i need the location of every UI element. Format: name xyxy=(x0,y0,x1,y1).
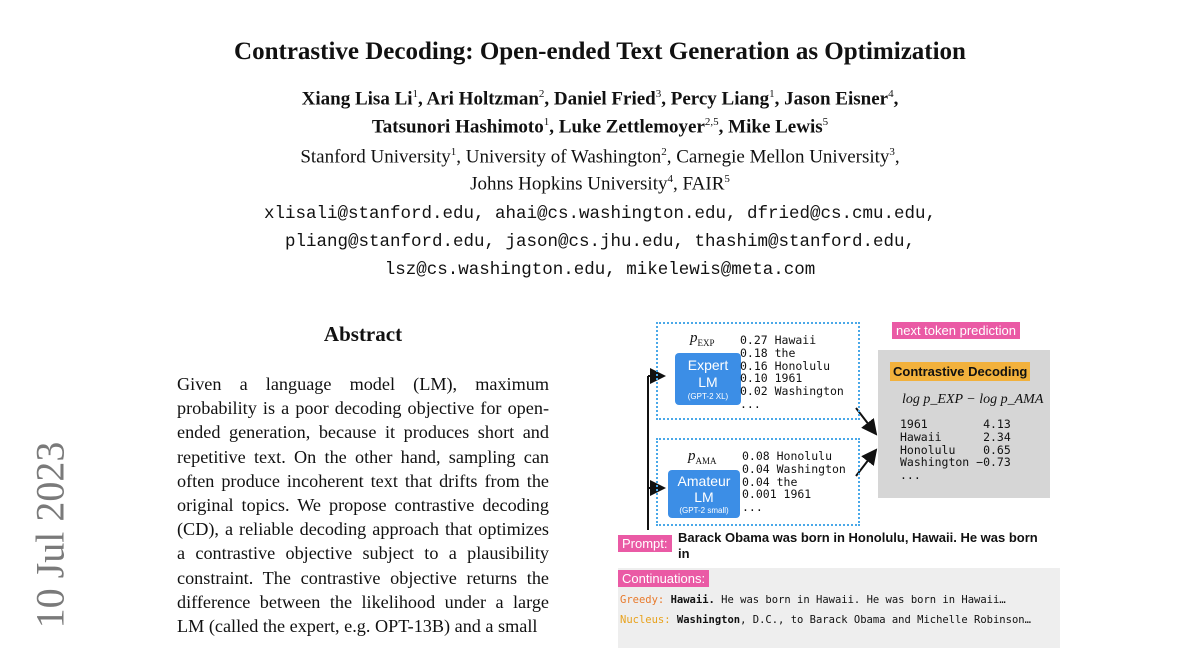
continuations-tag: Continuations: xyxy=(618,570,709,587)
affiliation-line-1: Stanford University$^1$, University of Washington$^2$, Carnegie Mellon University$^3$, xyxy=(300,146,900,168)
expert-prob-label: $p_{EXP}$ xyxy=(690,330,715,348)
author-sup: 2 xyxy=(538,88,545,100)
author-name: Percy Liang xyxy=(670,88,770,110)
amateur-distribution: 0.08 Honolulu 0.04 Washington 0.04 the 0.001 1961 ... xyxy=(742,449,846,515)
expert-lm-block xyxy=(675,353,741,405)
author-name: Mike Lewis xyxy=(728,116,823,138)
affiliation: FAIR xyxy=(682,173,725,195)
arxiv-date-stamp xyxy=(20,420,80,650)
abstract-heading: Abstract xyxy=(323,322,403,346)
affiliation-sup: 4 xyxy=(667,173,673,185)
expert-distribution: 0.27 Hawaii 0.18 the 0.16 Honolulu 0.10 1961 0.02 Washington ... xyxy=(740,333,844,411)
author-name: Tatsunori Hashimoto xyxy=(371,116,544,138)
affiliation: Stanford University xyxy=(300,146,451,168)
author-sup: 1 xyxy=(543,116,550,128)
affiliation: Johns Hopkins University xyxy=(470,173,668,195)
author-name: Xiang Lisa Li xyxy=(301,88,413,110)
continuations-box xyxy=(618,568,1060,648)
author-line-1: Xiang Lisa Li$^1$, Ari Holtzman$^2$, Daniel Fried$^3$, Percy Liang$^1$, Jason Eisner$^4$, xyxy=(301,88,899,110)
nucleus-bold: Washington xyxy=(676,614,741,626)
email-line-1: xlisali@stanford.edu, ahai@cs.washington.edu, dfried@cs.cmu.edu, xyxy=(263,204,937,224)
author-sup: 1 xyxy=(412,88,419,100)
author-name: Luke Zettlemoyer xyxy=(558,116,705,138)
email-line-2: pliang@stanford.edu, jason@cs.jhu.edu, thashim@stanford.edu, xyxy=(284,232,916,252)
author-name: Ari Holtzman xyxy=(426,88,539,110)
amateur-lm-block xyxy=(668,470,740,518)
cd-title: Contrastive Decoding xyxy=(890,362,1030,381)
nucleus-text: , D.C., to Barack Obama and Michelle Robinson… xyxy=(740,614,1031,626)
affiliation: University of Washington xyxy=(465,146,662,168)
nucleus-label: Nucleus: xyxy=(620,614,671,626)
affiliation-sup: 1 xyxy=(450,146,457,158)
affiliation: Carnegie Mellon University xyxy=(676,146,890,168)
amateur-box xyxy=(656,438,860,526)
cd-formula: log p_EXP − log p_AMA xyxy=(902,392,1044,407)
greedy-text: He was born in Hawaii. He was born in Hawaii… xyxy=(714,594,1006,606)
greedy-bold: Hawaii. xyxy=(670,594,715,606)
expert-box xyxy=(656,322,860,420)
affiliation-sup: 2 xyxy=(661,146,667,158)
amateur-lm-size: (GPT-2 small) xyxy=(679,506,729,515)
author-sup: 1 xyxy=(769,88,775,100)
figure-1 xyxy=(610,316,1070,648)
expert-lm-size: (GPT-2 XL) xyxy=(687,392,729,401)
author-name: Daniel Fried xyxy=(553,88,656,110)
abstract-body: Given a language model (LM), maximum probability is a poor decoding objective for open-ended generation, because it produces short and repetitive text. On the other hand, sampling can often produce incoherent text that drifts from the original topics. We propose contrastive decoding (CD), a reliable decoding approach that optimizes a contrastive objective subject to a plausibility constraint. The contrastive objective returns the difference between the likelihood under a large LM (called the expert, e.g. OPT-13B) and a small xyxy=(177,374,549,637)
author-line-2: Tatsunori Hashimoto$^1$, Luke Zettlemoyer$^{2,5}$, Mike Lewis$^5$ xyxy=(371,116,829,138)
greedy-continuation xyxy=(620,594,1006,606)
amateur-lm-name: Amateur LM xyxy=(677,473,731,505)
author-name: Jason Eisner xyxy=(784,88,889,110)
author-sup: 3 xyxy=(655,88,662,100)
affiliation-sup: 3 xyxy=(889,146,895,158)
cd-scores: 1961 4.13 Hawaii 2.34 Honolulu 0.65 Washington −0.73 ... xyxy=(900,417,1011,483)
paper-title: Contrastive Decoding: Open-ended Text Generation as Optimization xyxy=(234,38,966,65)
greedy-label: Greedy: xyxy=(620,594,665,606)
email-line-3: lsz@cs.washington.edu, mikelewis@meta.com xyxy=(384,260,816,280)
author-sup: 4 xyxy=(888,88,894,100)
arxiv-date-text: 10 Jul 2023 xyxy=(27,441,73,629)
next-token-prediction-tag: next token prediction xyxy=(892,322,1020,339)
prompt-tag: Prompt: xyxy=(618,535,672,552)
affiliation-sup: 5 xyxy=(724,173,730,185)
amateur-prob-label: $p_{AMA}$ xyxy=(688,448,717,466)
author-sup: 5 xyxy=(822,116,829,128)
affiliation-line-2: Johns Hopkins University$^4$, FAIR$^5$ xyxy=(470,173,730,195)
contrastive-decoding-box xyxy=(878,350,1050,498)
nucleus-continuation xyxy=(620,614,1050,627)
author-sup: 2,5 xyxy=(704,116,719,128)
prompt-text: Barack Obama was born in Honolulu, Hawaii. He was born in xyxy=(678,530,1038,561)
expert-lm-name: Expert LM xyxy=(687,357,729,390)
